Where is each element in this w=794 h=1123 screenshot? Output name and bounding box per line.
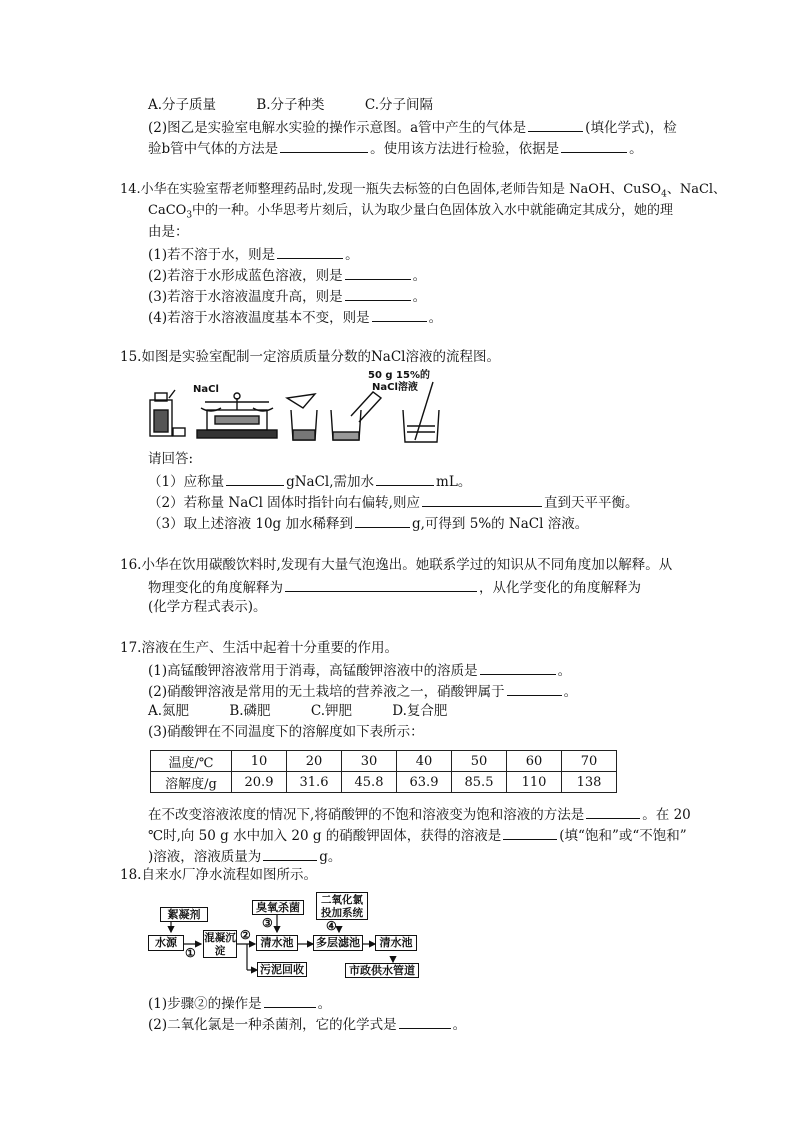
temperature-row [151, 751, 617, 772]
q14-line3: 由是： [148, 224, 189, 240]
pouring-cylinder-icon [331, 392, 381, 440]
q15-sub3-text: （3）取上述溶液 10g 加水稀释到 [148, 516, 353, 532]
q17-sub2 [148, 681, 577, 701]
q17-after1 [148, 804, 691, 824]
q13-p2-text: (2)图乙是实验室电解水实验的操作示意图。a管中产生的气体是 [148, 120, 527, 136]
table-header-temp: 温度/℃ [151, 751, 232, 772]
answer-blank[interactable] [507, 681, 562, 696]
q13-option-b: B.分子种类 [256, 97, 325, 113]
table-cell: 10 [232, 751, 287, 772]
q17-option-a: A.氮肥 [148, 703, 190, 719]
q17-option-d: D.复合肥 [392, 703, 448, 719]
answer-blank[interactable] [226, 471, 284, 486]
q14-line1 [120, 181, 726, 204]
q13-p2-text: 。使用该方法进行检验，依据是 [370, 141, 560, 157]
q15-line1: 15.如图是实验室配制一定溶质质量分数的NaCl溶液的流程图。 [120, 349, 500, 365]
q16-line1: 16.小华在饮用碳酸饮料时,发现有大量气泡逸出。她联系学过的知识从不同角度加以解释。从 [120, 557, 673, 573]
answer-blank[interactable] [586, 804, 640, 819]
q14-line2 [148, 202, 673, 225]
answer-blank[interactable] [528, 117, 583, 132]
reagent-bottle-icon [150, 390, 185, 436]
q13-part2-line1 [148, 117, 677, 137]
table-cell: 30 [342, 751, 397, 772]
q16-text-end: ，从化学变化的角度解释为 [479, 580, 641, 596]
q17-after3 [148, 846, 341, 866]
answer-blank[interactable] [376, 471, 434, 486]
q17-option-c: C.钾肥 [310, 703, 352, 719]
q17-text: ℃时,向 50 g 水中加入 20 g 的硝酸钾固体，获得的溶液是 [148, 828, 502, 844]
table-cell: 31.6 [287, 772, 342, 793]
q13-option-a: A.分子质量 [148, 97, 217, 113]
answer-blank[interactable] [503, 825, 557, 840]
q16-text: 物理变化的角度解释为 [148, 580, 283, 596]
q17-after2 [148, 825, 687, 845]
q15-sub3 [148, 513, 588, 533]
q13-p2-text: 验b管中气体的方法是 [148, 141, 279, 157]
q14-text-end: 、NaCl、 [666, 182, 727, 197]
chlorine-dioxide-box: 二氧化氯投加系统 [316, 892, 368, 920]
table-cell: 110 [507, 772, 562, 793]
multi-filter-box: 多层滤池 [313, 935, 363, 951]
municipal-pipe-box: 市政供水管道 [345, 963, 419, 978]
table-cell: 40 [397, 751, 452, 772]
period: 。 [317, 996, 332, 1012]
q18-line1: 18.自来水厂净水流程如图所示。 [120, 867, 317, 883]
table-cell: 20.9 [232, 772, 287, 793]
step-3-number: ③ [262, 916, 273, 930]
solution-label-1: 50 g 15%的 [368, 370, 430, 381]
q17-text: )溶液，溶液质量为 [148, 849, 262, 865]
solution-preparation-diagram [145, 370, 475, 450]
answer-blank[interactable] [372, 307, 427, 322]
q15-sub2-text: （2）若称量 NaCl 固体时指针向右偏转,则应 [148, 495, 420, 511]
step-2-number: ② [240, 928, 251, 942]
answer-blank[interactable] [422, 492, 542, 507]
water-source-box: 水源 [148, 935, 184, 951]
q14-sub4 [148, 307, 442, 327]
q17-sub1-text: (1)高锰酸钾溶液常用于消毒，高锰酸钾溶液中的溶质是 [148, 663, 478, 679]
q14-sub4-text: (4)若溶于水溶液温度基本不变，则是 [148, 310, 370, 326]
q14-text: 14.小华在实验室帮老师整理药品时,发现一瓶失去标签的白色固体,老师告知是 NaOH、CuSO [120, 182, 662, 197]
solubility-row [151, 772, 617, 793]
answer-blank[interactable] [263, 846, 317, 861]
q17-text: 在不改变溶液浓度的情况下,将硝酸钾的不饱和溶液变为饱和溶液的方法是 [148, 807, 585, 823]
table-cell: 138 [562, 772, 617, 793]
period: 。 [428, 310, 443, 326]
table-cell: 85.5 [452, 772, 507, 793]
period: 。 [452, 1017, 467, 1033]
answer-blank[interactable] [480, 660, 556, 675]
q14-sub1-text: (1)若不溶于水，则是 [148, 247, 276, 263]
table-cell: 70 [562, 751, 617, 772]
q17-text-end: g。 [319, 849, 342, 865]
step-4-number: ④ [326, 919, 337, 933]
solution-label-2: NaCl溶液 [372, 382, 418, 393]
sludge-box: 污泥回收 [257, 962, 307, 977]
clear-pool-2-box: 清水池 [375, 935, 417, 951]
subscript: 3 [186, 210, 193, 221]
q15-sub2-end: 直到天平平衡。 [543, 495, 639, 511]
q16-line3: (化学方程式表示)。 [148, 599, 267, 615]
q17-sub2-text: (2)硝酸钾溶液是常用的无土栽培的营养液之一，硝酸钾属于 [148, 684, 505, 700]
answer-blank[interactable] [264, 993, 316, 1008]
period: 。 [345, 247, 359, 263]
period: 。 [563, 684, 578, 700]
step-1-number: ① [185, 946, 196, 960]
q18-sub1-text: (1)步骤②的操作是 [148, 996, 262, 1012]
q13-p2-text-end: (填化学式)，检 [585, 120, 677, 136]
period: 。 [412, 289, 427, 305]
q17-option-b: B.磷肥 [229, 703, 271, 719]
q18-sub2-text: (2)二氧化氯是一种杀菌剂，它的化学式是 [148, 1017, 397, 1033]
nacl-label: NaCl [193, 384, 219, 395]
q17-line1: 17.溶液在生产、生活中起着十分重要的作用。 [120, 640, 398, 656]
q18-sub2 [148, 1014, 466, 1034]
q14-sub1 [148, 244, 359, 264]
q18-sub1 [148, 993, 331, 1013]
q15-sub1 [148, 471, 471, 491]
table-cell: 45.8 [342, 772, 397, 793]
period: 。 [557, 663, 572, 679]
table-cell: 63.9 [397, 772, 452, 793]
q13-part2-line2 [148, 138, 643, 158]
answer-blank[interactable] [399, 1014, 451, 1029]
balance-scale-icon [197, 393, 277, 438]
table-header-solubility: 溶解度/g [151, 772, 232, 793]
ozone-box: 臭氧杀菌 [252, 900, 304, 915]
table-cell: 50 [452, 751, 507, 772]
q15-sub1-text: （1）应称量 [148, 474, 225, 490]
answer-blank[interactable] [355, 513, 410, 528]
answer-blank[interactable] [561, 138, 627, 153]
answer-blank[interactable] [280, 138, 368, 153]
answer-blank[interactable] [277, 244, 343, 259]
table-cell: 60 [507, 751, 562, 772]
q15-sub2 [148, 492, 638, 512]
answer-blank[interactable] [345, 265, 411, 280]
q14-text: CaCO [148, 203, 187, 218]
subscript: 4 [661, 189, 667, 200]
period: 。 [412, 268, 427, 284]
q15-ask: 请回答: [148, 451, 194, 467]
q13-options [148, 96, 433, 114]
q15-sub1-text: gNaCl,需加水 [286, 474, 375, 490]
q16-line2 [148, 577, 641, 597]
solubility-table [150, 750, 617, 793]
clear-pool-box: 清水池 [256, 935, 298, 951]
q13-p2-period: 。 [629, 141, 643, 157]
q13-option-c: C.分子间隔 [364, 97, 433, 113]
q14-sub2 [148, 265, 426, 285]
q17-text-end: 。在 20 [642, 807, 691, 823]
q15-sub1-end: mL。 [436, 474, 472, 490]
q14-text-end: 中的一种。小华思考片刻后，认为取少量白色固体放入水中就能确定其成分，她的理 [192, 203, 674, 218]
q17-sub3: (3)硝酸钾在不同温度下的溶解度如下表所示： [148, 724, 424, 740]
q17-options [148, 702, 447, 720]
beaker-icon [287, 394, 317, 440]
table-cell: 20 [287, 751, 342, 772]
settling-box: 混凝沉淀 [204, 932, 236, 957]
coagulant-box: 絮凝剂 [160, 907, 208, 922]
q14-sub3 [148, 286, 426, 306]
q15-sub3-end: g,可得到 5%的 NaCl 溶液。 [412, 516, 589, 532]
answer-blank[interactable] [345, 286, 411, 301]
answer-blank[interactable] [285, 577, 477, 592]
q14-sub3-text: (3)若溶于水溶液温度升高，则是 [148, 289, 343, 305]
q14-sub2-text: (2)若溶于水形成蓝色溶液，则是 [148, 268, 343, 284]
q17-text-end: (填“饱和”或“不饱和” [559, 828, 687, 844]
q17-sub1 [148, 660, 571, 680]
